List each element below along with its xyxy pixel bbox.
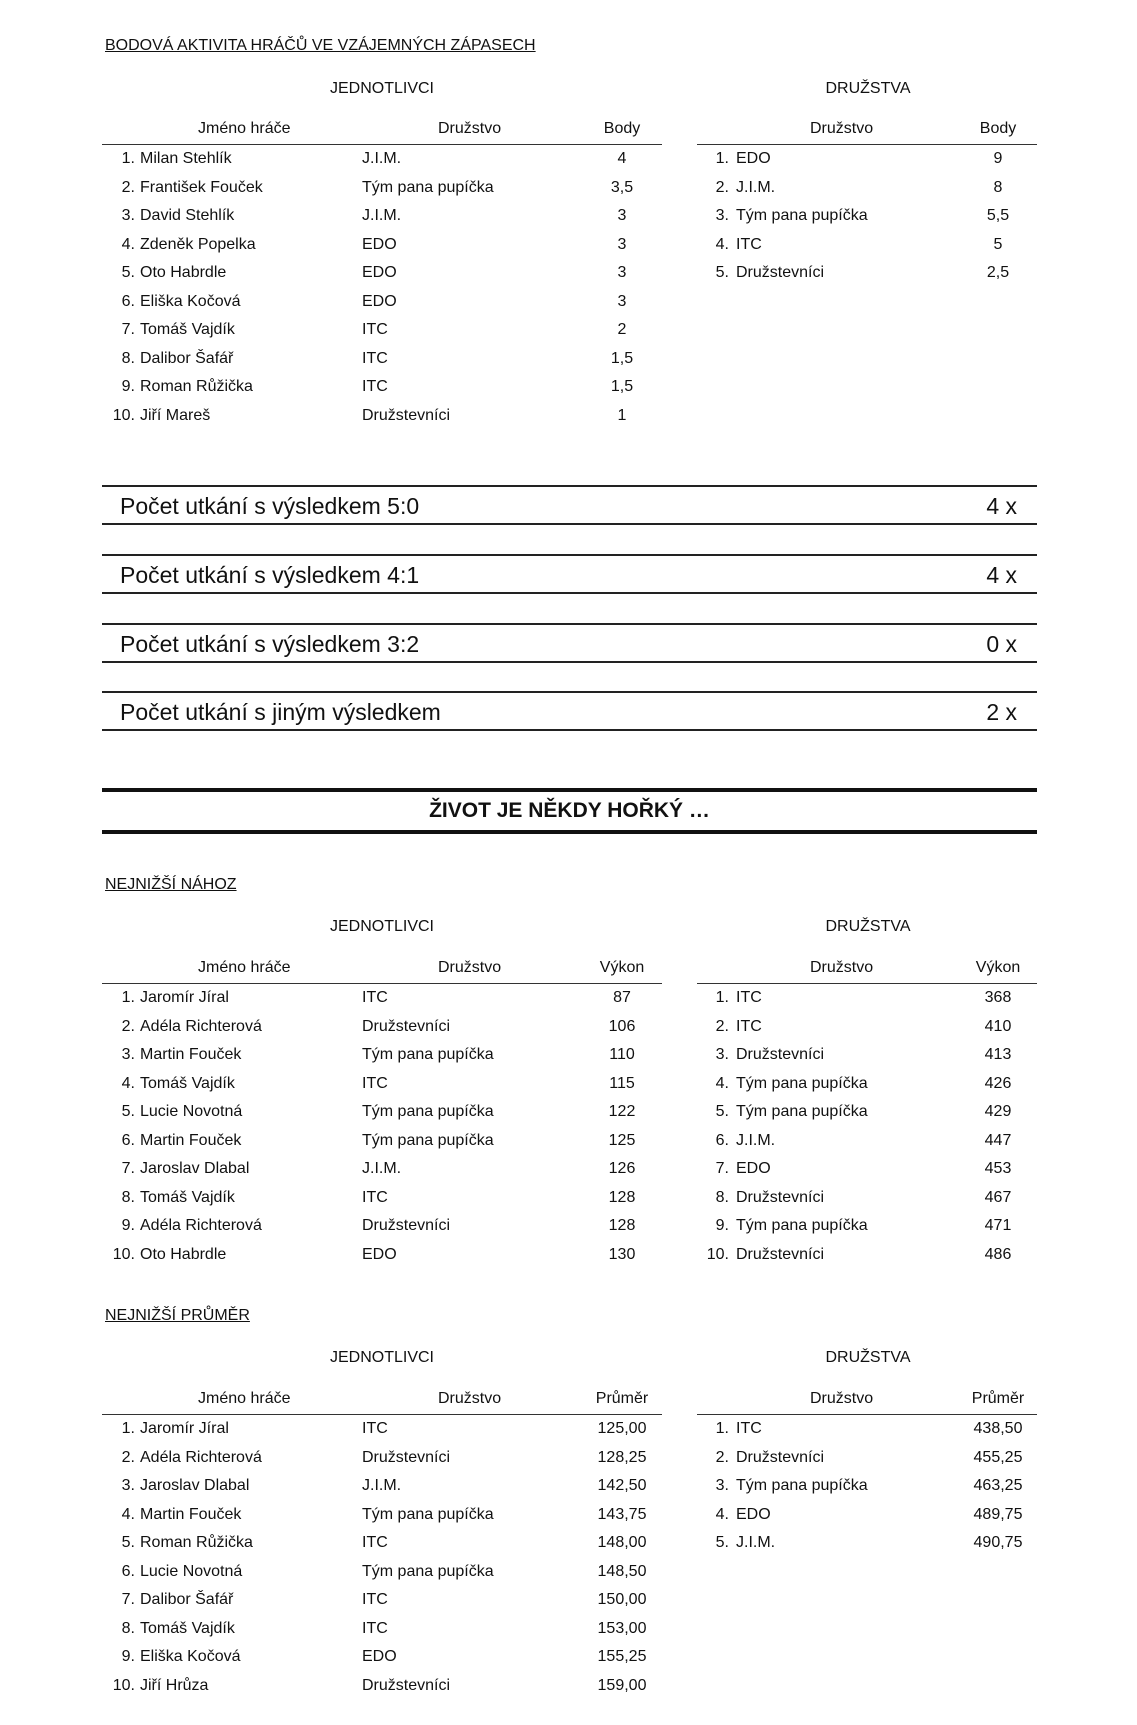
individuals-label: JEDNOTLIVCI <box>329 918 434 935</box>
player-name: Oto Habrdle <box>140 264 227 281</box>
table-row <box>102 1098 662 1127</box>
rank: 8. <box>121 1188 135 1206</box>
teams-table <box>697 116 1037 288</box>
rank: 2. <box>121 1448 135 1466</box>
player-name: Jiří Hrůza <box>140 1676 209 1694</box>
player-name: Jaromír Jíral <box>140 989 229 1006</box>
player-value: 110 <box>609 1046 635 1063</box>
team-value: 426 <box>984 1074 1012 1092</box>
rank: 2. <box>121 178 135 196</box>
table-row <box>102 1643 662 1672</box>
table-header <box>102 116 662 145</box>
header-team: Družstvo <box>810 120 874 137</box>
player-team: EDO <box>362 1245 397 1263</box>
player-value: 2 <box>617 321 627 338</box>
header-team: Družstvo <box>810 959 874 976</box>
table-row <box>102 231 662 260</box>
team-value: 490,75 <box>973 1534 1023 1551</box>
table-row <box>697 1184 1037 1213</box>
rank: 4. <box>715 1074 729 1092</box>
stat-row <box>102 691 1037 731</box>
team-name: ITC <box>736 1017 762 1035</box>
rank: 4. <box>121 235 135 253</box>
player-value: 148,50 <box>597 1562 647 1580</box>
rank: 2. <box>715 1017 729 1035</box>
stat-row <box>102 623 1037 663</box>
player-value: 122 <box>608 1103 636 1120</box>
table-row <box>697 1501 1037 1530</box>
table-header <box>697 1386 1037 1415</box>
team-value: 463,25 <box>973 1477 1023 1494</box>
player-value: 87 <box>613 989 631 1006</box>
rank: 1. <box>121 1420 135 1437</box>
table-row <box>102 1501 662 1530</box>
team-name: Družstevníci <box>736 264 825 281</box>
header-value: Průměr <box>971 1390 1025 1407</box>
rank: 9. <box>121 378 135 395</box>
player-team: EDO <box>362 235 397 253</box>
table-row <box>697 1529 1037 1558</box>
team-value: 2,5 <box>986 264 1010 281</box>
player-team: J.I.M. <box>362 207 402 224</box>
player-value: 128 <box>608 1217 636 1234</box>
table-row <box>102 1241 662 1270</box>
player-team: EDO <box>362 292 397 310</box>
rank: 7. <box>121 1160 135 1177</box>
player-name: Eliška Kočová <box>140 292 241 310</box>
player-value: 159,00 <box>597 1676 647 1694</box>
rank: 7. <box>121 1591 135 1608</box>
table-row <box>102 1672 662 1701</box>
rank: 5. <box>121 264 135 281</box>
player-team: Družstevníci <box>362 1217 451 1234</box>
table-header <box>697 116 1037 145</box>
player-value: 155,25 <box>597 1648 647 1665</box>
table-row <box>102 1415 662 1444</box>
player-team: EDO <box>362 264 397 281</box>
team-name: J.I.M. <box>736 1534 776 1551</box>
team-name: Tým pana pupíčka <box>736 1103 868 1120</box>
rank: 1. <box>121 989 135 1006</box>
table-row <box>697 984 1037 1013</box>
table-row <box>102 373 662 402</box>
table-row <box>102 1558 662 1587</box>
player-team: ITC <box>362 1074 388 1092</box>
team-value: 486 <box>984 1245 1012 1263</box>
header-name: Jméno hráče <box>198 1390 291 1407</box>
stat-count: 2 x <box>986 699 1017 725</box>
rank: 10. <box>706 1245 729 1263</box>
table-row <box>697 1212 1037 1241</box>
teams-label: DRUŽSTVA <box>825 80 911 97</box>
rank: 9. <box>121 1217 135 1234</box>
table-row <box>102 288 662 317</box>
player-value: 130 <box>608 1245 636 1263</box>
player-name: Adéla Richterová <box>140 1217 262 1234</box>
table-row <box>697 231 1037 260</box>
team-name: EDO <box>736 150 771 167</box>
table-header <box>697 955 1037 984</box>
table-row <box>697 1013 1037 1042</box>
rank: 5. <box>715 1103 729 1120</box>
rank: 3. <box>715 1046 729 1063</box>
rank: 5. <box>121 1103 135 1120</box>
table-row <box>102 345 662 374</box>
player-team: ITC <box>362 1591 388 1608</box>
team-value: 9 <box>993 150 1003 167</box>
player-name: Adéla Richterová <box>140 1448 262 1466</box>
table-row <box>102 259 662 288</box>
player-team: ITC <box>362 378 388 395</box>
team-value: 5 <box>993 235 1003 253</box>
team-name: Tým pana pupíčka <box>736 1217 868 1234</box>
rank: 9. <box>715 1217 729 1234</box>
rank: 4. <box>715 235 729 253</box>
player-name: Oto Habrdle <box>140 1245 227 1263</box>
rank: 1. <box>715 1420 729 1437</box>
player-team: ITC <box>362 1534 388 1551</box>
player-name: Tomáš Vajdík <box>140 1188 235 1206</box>
player-name: Zdeněk Popelka <box>140 235 256 253</box>
teams-label: DRUŽSTVA <box>825 918 911 935</box>
player-value: 1 <box>617 406 627 424</box>
player-team: ITC <box>362 1420 388 1437</box>
table-row <box>697 1041 1037 1070</box>
table-row <box>697 259 1037 288</box>
table-row <box>102 1013 662 1042</box>
rank: 5. <box>121 1534 135 1551</box>
rank: 5. <box>715 264 729 281</box>
teams-table <box>697 955 1037 1269</box>
rank: 9. <box>121 1648 135 1665</box>
table-row <box>697 1444 1037 1473</box>
table-row <box>102 1444 662 1473</box>
stat-label: Počet utkání s výsledkem 5:0 <box>120 493 420 519</box>
table-row <box>102 202 662 231</box>
rank: 3. <box>715 1477 729 1494</box>
player-value: 128,25 <box>597 1448 647 1466</box>
table-row <box>697 1155 1037 1184</box>
player-value: 153,00 <box>597 1619 647 1637</box>
table-row <box>102 1212 662 1241</box>
teams-table <box>697 1386 1037 1558</box>
stat-label: Počet utkání s výsledkem 4:1 <box>120 562 420 588</box>
player-name: Jiří Mareš <box>140 406 211 424</box>
player-value: 3 <box>617 235 627 253</box>
player-team: Družstevníci <box>362 406 451 424</box>
table-row <box>102 1472 662 1501</box>
header-value: Body <box>603 120 641 137</box>
rank: 8. <box>121 1619 135 1637</box>
team-name: ITC <box>736 1420 762 1437</box>
team-name: Družstevníci <box>736 1448 825 1466</box>
rank: 6. <box>715 1131 729 1149</box>
rank: 2. <box>121 1017 135 1035</box>
individuals-table <box>102 116 662 430</box>
rank: 1. <box>715 989 729 1006</box>
player-name: Jaroslav Dlabal <box>140 1160 250 1177</box>
rank: 6. <box>121 1562 135 1580</box>
team-value: 413 <box>984 1046 1012 1063</box>
rank: 8. <box>715 1188 729 1206</box>
individuals-table <box>102 1386 662 1700</box>
team-name: Družstevníci <box>736 1046 825 1063</box>
player-value: 3,5 <box>610 178 634 196</box>
rank: 5. <box>715 1534 729 1551</box>
table-row <box>697 1070 1037 1099</box>
teams-label: DRUŽSTVA <box>825 1349 911 1366</box>
table-row <box>102 1127 662 1156</box>
individuals-label: JEDNOTLIVCI <box>329 1349 434 1366</box>
table-row <box>102 402 662 431</box>
table-header <box>102 1386 662 1415</box>
table-row <box>102 1184 662 1213</box>
table-row <box>697 1241 1037 1270</box>
header-team: Družstvo <box>438 959 502 976</box>
player-value: 115 <box>609 1074 635 1092</box>
player-value: 126 <box>608 1160 636 1177</box>
player-team: Tým pana pupíčka <box>362 1103 494 1120</box>
player-team: ITC <box>362 1619 388 1637</box>
section-title-lowest-average: NEJNIŽŠÍ PRŮMĚR <box>105 1307 250 1324</box>
team-value: 489,75 <box>973 1505 1023 1523</box>
rank: 3. <box>121 207 135 224</box>
team-value: 467 <box>984 1188 1012 1206</box>
stat-label: Počet utkání s výsledkem 3:2 <box>120 631 420 657</box>
team-name: Družstevníci <box>736 1188 825 1206</box>
player-value: 1,5 <box>610 349 634 367</box>
player-value: 128 <box>608 1188 636 1206</box>
rank: 8. <box>121 349 135 367</box>
player-name: Milan Stehlík <box>140 150 232 167</box>
team-value: 453 <box>984 1160 1012 1177</box>
rank: 3. <box>121 1477 135 1494</box>
player-name: Martin Fouček <box>140 1505 242 1523</box>
stat-label: Počet utkání s jiným výsledkem <box>120 699 441 725</box>
table-row <box>102 316 662 345</box>
team-value: 8 <box>993 178 1003 196</box>
player-team: J.I.M. <box>362 1160 402 1177</box>
team-name: Tým pana pupíčka <box>736 1074 868 1092</box>
rank: 6. <box>121 292 135 310</box>
table-header <box>102 955 662 984</box>
player-name: Jaroslav Dlabal <box>140 1477 250 1494</box>
table-row <box>697 1127 1037 1156</box>
player-team: Tým pana pupíčka <box>362 1505 494 1523</box>
team-value: 368 <box>984 989 1012 1006</box>
player-value: 3 <box>617 264 627 281</box>
rank: 7. <box>715 1160 729 1177</box>
rank: 4. <box>121 1074 135 1092</box>
rank: 3. <box>121 1046 135 1063</box>
player-value: 1,5 <box>610 378 634 395</box>
player-team: Družstevníci <box>362 1017 451 1035</box>
header-team: Družstvo <box>438 1390 502 1407</box>
player-team: Tým pana pupíčka <box>362 1131 494 1149</box>
table-row <box>697 202 1037 231</box>
player-team: Družstevníci <box>362 1448 451 1466</box>
table-row <box>697 1472 1037 1501</box>
rank: 3. <box>715 207 729 224</box>
table-row <box>102 174 662 203</box>
rank: 10. <box>112 1676 135 1694</box>
player-value: 143,75 <box>597 1505 647 1523</box>
player-name: Dalibor Šafář <box>140 1591 234 1608</box>
player-name: Tomáš Vajdík <box>140 1619 235 1637</box>
team-name: Družstevníci <box>736 1245 825 1263</box>
player-name: Roman Růžička <box>140 1534 253 1551</box>
rank: 10. <box>112 406 135 424</box>
team-name: J.I.M. <box>736 1131 776 1149</box>
player-value: 125 <box>608 1131 636 1149</box>
team-name: ITC <box>736 235 762 253</box>
header-team: Družstvo <box>810 1390 874 1407</box>
rank: 4. <box>715 1505 729 1523</box>
team-value: 447 <box>984 1131 1012 1149</box>
header-value: Výkon <box>975 959 1021 976</box>
player-name: Tomáš Vajdík <box>140 321 235 338</box>
rank: 7. <box>121 321 135 338</box>
player-value: 148,00 <box>597 1534 647 1551</box>
header-team: Družstvo <box>438 120 502 137</box>
player-name: David Stehlík <box>140 207 235 224</box>
team-name: Tým pana pupíčka <box>736 1477 868 1494</box>
team-name: Tým pana pupíčka <box>736 207 868 224</box>
individuals-table <box>102 955 662 1269</box>
team-value: 455,25 <box>973 1448 1023 1466</box>
header-name: Jméno hráče <box>198 120 291 137</box>
rank: 10. <box>112 1245 135 1263</box>
table-row <box>697 1415 1037 1444</box>
rank: 4. <box>121 1505 135 1523</box>
individuals-label: JEDNOTLIVCI <box>329 80 434 97</box>
table-row <box>102 984 662 1013</box>
player-name: Martin Fouček <box>140 1131 242 1149</box>
section-banner <box>102 788 1037 834</box>
table-row <box>102 1041 662 1070</box>
player-name: Martin Fouček <box>140 1046 242 1063</box>
header-value: Výkon <box>599 959 645 976</box>
player-value: 150,00 <box>597 1591 647 1608</box>
player-name: Lucie Novotná <box>140 1562 243 1580</box>
stat-row <box>102 485 1037 525</box>
player-name: Tomáš Vajdík <box>140 1074 235 1092</box>
header-value: Body <box>979 120 1017 137</box>
stat-count: 0 x <box>986 631 1017 657</box>
player-name: František Fouček <box>140 178 263 196</box>
banner-title: ŽIVOT JE NĚKDY HOŘKÝ … <box>429 799 710 822</box>
table-row <box>102 145 662 174</box>
player-name: Lucie Novotná <box>140 1103 243 1120</box>
rank: 1. <box>121 150 135 167</box>
player-team: J.I.M. <box>362 1477 402 1494</box>
player-team: ITC <box>362 349 388 367</box>
player-value: 3 <box>617 292 627 310</box>
player-team: Tým pana pupíčka <box>362 1562 494 1580</box>
section-title-lowest-throw: NEJNIŽŠÍ NÁHOZ <box>105 876 237 893</box>
section-title-points: BODOVÁ AKTIVITA HRÁČŮ VE VZÁJEMNÝCH ZÁPASECH <box>105 37 536 54</box>
player-team: EDO <box>362 1648 397 1665</box>
table-row <box>102 1529 662 1558</box>
table-row <box>697 1098 1037 1127</box>
team-name: EDO <box>736 1505 771 1523</box>
table-row <box>697 145 1037 174</box>
team-name: J.I.M. <box>736 178 776 196</box>
player-team: ITC <box>362 321 388 338</box>
stat-count: 4 x <box>986 493 1017 519</box>
header-value: Průměr <box>595 1390 649 1407</box>
table-row <box>697 174 1037 203</box>
player-value: 125,00 <box>597 1420 647 1437</box>
team-value: 410 <box>984 1017 1012 1035</box>
player-value: 106 <box>608 1017 636 1035</box>
player-name: Dalibor Šafář <box>140 349 234 367</box>
rank: 1. <box>715 150 729 167</box>
table-row <box>102 1155 662 1184</box>
rank: 2. <box>715 178 729 196</box>
stat-count: 4 x <box>986 562 1017 588</box>
team-value: 429 <box>984 1103 1012 1120</box>
rank: 2. <box>715 1448 729 1466</box>
player-team: Tým pana pupíčka <box>362 1046 494 1063</box>
team-name: ITC <box>736 989 762 1006</box>
player-value: 3 <box>617 207 627 224</box>
team-name: EDO <box>736 1160 771 1177</box>
team-value: 5,5 <box>986 207 1010 224</box>
rank: 6. <box>121 1131 135 1149</box>
player-value: 4 <box>617 150 627 167</box>
player-team: Družstevníci <box>362 1676 451 1694</box>
player-name: Adéla Richterová <box>140 1017 262 1035</box>
table-row <box>102 1586 662 1615</box>
table-row <box>102 1070 662 1099</box>
team-value: 471 <box>984 1217 1012 1234</box>
player-name: Roman Růžička <box>140 378 253 395</box>
player-team: J.I.M. <box>362 150 402 167</box>
player-team: Tým pana pupíčka <box>362 178 494 196</box>
player-name: Eliška Kočová <box>140 1648 241 1665</box>
player-value: 142,50 <box>597 1477 647 1494</box>
stat-row <box>102 554 1037 594</box>
team-value: 438,50 <box>973 1420 1023 1437</box>
player-team: ITC <box>362 1188 388 1206</box>
player-name: Jaromír Jíral <box>140 1420 229 1437</box>
header-name: Jméno hráče <box>198 959 291 976</box>
player-team: ITC <box>362 989 388 1006</box>
table-row <box>102 1615 662 1644</box>
